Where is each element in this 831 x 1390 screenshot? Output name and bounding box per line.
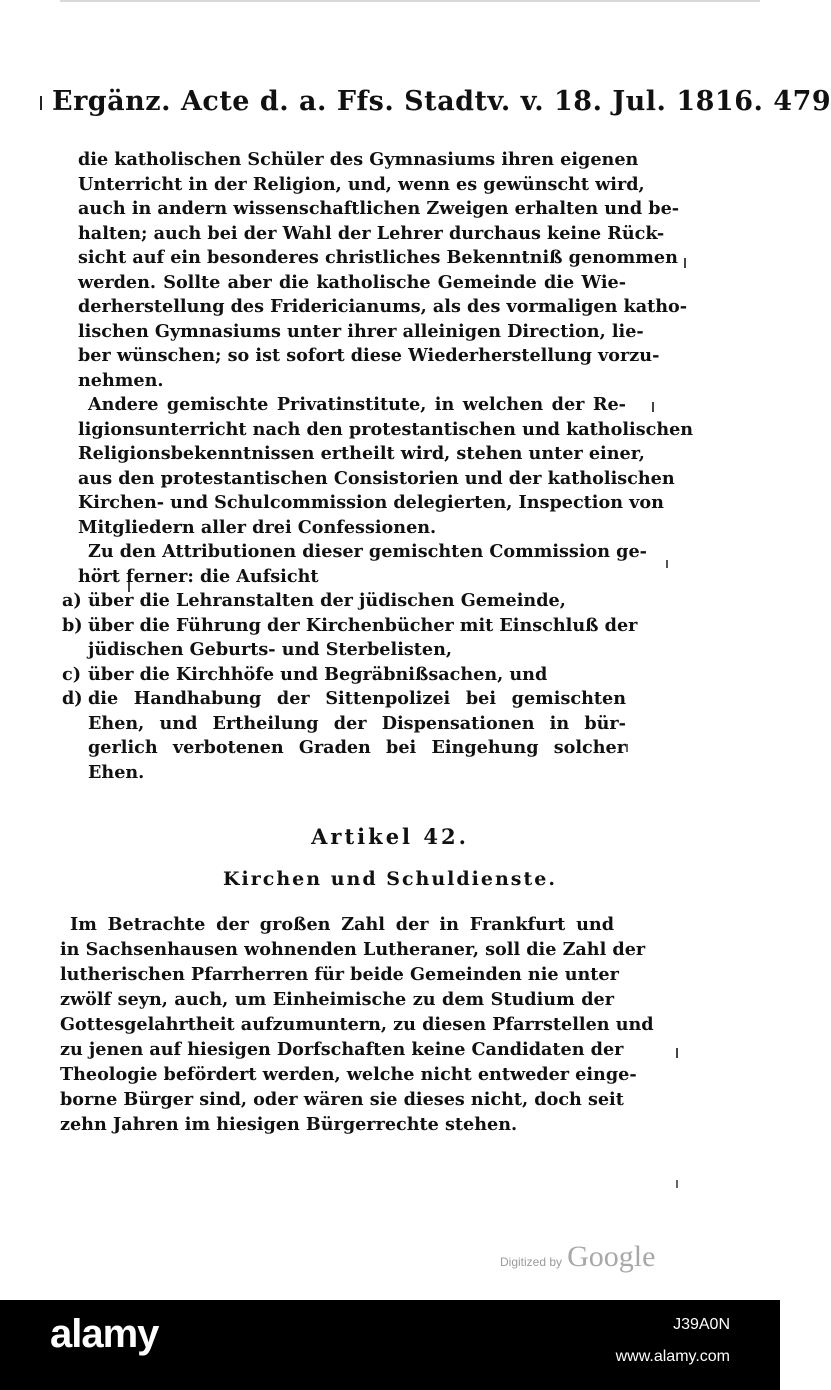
list-item: [62, 663, 626, 688]
list-item-continuation: gerlich verbotenen Graden bei Eingehung solcher: [88, 737, 626, 758]
list-item-text: über die Führung der Kirchenbücher mit Einschluß der: [88, 614, 638, 636]
text-line: Andere gemischte Privatinstitute, in welchen der Re-: [88, 394, 626, 415]
text-line: Unterricht in der Religion, und, wenn es gewünscht wird,: [78, 173, 645, 195]
text-line: derherstellung des Fridericianums, als des vormaligen katho-: [78, 296, 688, 317]
text-line: Zu den Attributionen dieser gemischten Commission ge-: [88, 541, 647, 562]
text-line: Mitgliedern aller drei Confessionen.: [78, 516, 437, 538]
text-line: auch in andern wissenschaftlichen Zweigen erhalten und be-: [78, 198, 680, 219]
text-line: halten; auch bei der Wahl der Lehrer durchaus keine Rück-: [78, 222, 665, 244]
text-line: sicht auf ein besonderes christliches Bekenntniß genommen: [78, 247, 678, 268]
stock-footer-bar: [0, 1300, 780, 1390]
text-line: die katholischen Schüler des Gymnasiums ihren eigenen: [78, 149, 639, 170]
list-marker: c): [62, 663, 82, 685]
body-text: [62, 148, 694, 785]
text-line: lischen Gymnasiums unter ihrer alleinigen Direction, lie-: [78, 320, 644, 342]
list-item-text: über die Lehranstalten der jüdischen Gemeinde,: [88, 590, 566, 611]
text-line: nehmen.: [78, 369, 164, 391]
text-line: lutherischen Pfarrherren für beide Gemeinden nie unter: [60, 964, 619, 985]
text-line: ber wünschen; so ist sofort diese Wiederherstellung vorzu-: [78, 345, 660, 366]
article-subtitle: Kirchen und Schuldienste.: [223, 868, 557, 890]
alamy-logo: alamy: [50, 1312, 159, 1356]
list-marker: b): [62, 614, 83, 636]
text-line: aus den protestantischen Consistorien und der katholischen: [78, 467, 675, 489]
text-line: hört ferner: die Aufsicht: [78, 565, 319, 587]
digitized-watermark: [500, 1240, 655, 1274]
text-line: borne Bürger sind, oder wären sie dieses nicht, doch seit: [60, 1089, 624, 1110]
text-line: Theologie befördert werden, welche nicht entweder einge-: [60, 1064, 637, 1085]
list-item: [62, 614, 638, 639]
article-title: Artikel 42.: [311, 824, 469, 849]
list-item-text: die Handhabung der Sittenpolizei bei gemischten: [88, 688, 626, 709]
watermark-prefix: Digitized by: [500, 1255, 563, 1269]
text-line: zwölf seyn, auch, um Einheimische zu dem Studium der: [60, 989, 614, 1010]
list-marker: d): [62, 688, 83, 709]
footer-url: www.alamy.com: [615, 1348, 730, 1365]
paragraph-3: [78, 540, 647, 589]
list-item-continuation: jüdischen Geburts- und Sterbelisten,: [88, 639, 453, 660]
text-line: zu jenen auf hiesigen Dorfschaften keine Candidaten der: [60, 1039, 624, 1060]
list-item: [62, 589, 626, 614]
text-line: ligionsunterricht nach den protestantischen und katholischen: [78, 418, 694, 440]
paragraph-1: [78, 148, 688, 393]
list-marker: a): [62, 590, 82, 611]
list-item: [62, 687, 626, 712]
running-head: Ergänz. Acte d. a. Ffs. Stadtv. v. 18. Jul. 1816. 479: [52, 86, 831, 117]
text-line: zehn Jahren im hiesigen Bürgerrechte stehen.: [60, 1114, 518, 1135]
text-line: Religionsbekenntnissen ertheilt wird, stehen unter einer,: [78, 443, 645, 464]
attribution-list: [62, 589, 638, 785]
text-line: werden. Sollte aber die katholische Gemeinde die Wie-: [78, 271, 626, 293]
article-paragraph: [60, 912, 654, 1137]
image-code: J39A0N: [673, 1316, 730, 1333]
list-item-continuation: Ehen, und Ertheilung der Dispensationen in bür-: [88, 712, 626, 734]
text-line: Kirchen- und Schulcommission delegierten, Inspection von: [78, 492, 664, 513]
list-item-continuation: Ehen.: [88, 761, 145, 783]
paragraph-2: [78, 393, 694, 540]
text-line: Im Betrachte der großen Zahl der in Frankfurt und: [70, 914, 614, 935]
text-line: Gottesgelahrtheit aufzumuntern, zu diesen Pfarrstellen und: [60, 1014, 654, 1035]
google-logo: Google: [567, 1240, 656, 1273]
list-item-text: über die Kirchhöfe und Begräbnißsachen, und: [88, 663, 548, 685]
text-line: in Sachsenhausen wohnenden Lutheraner, soll die Zahl der: [60, 939, 646, 960]
